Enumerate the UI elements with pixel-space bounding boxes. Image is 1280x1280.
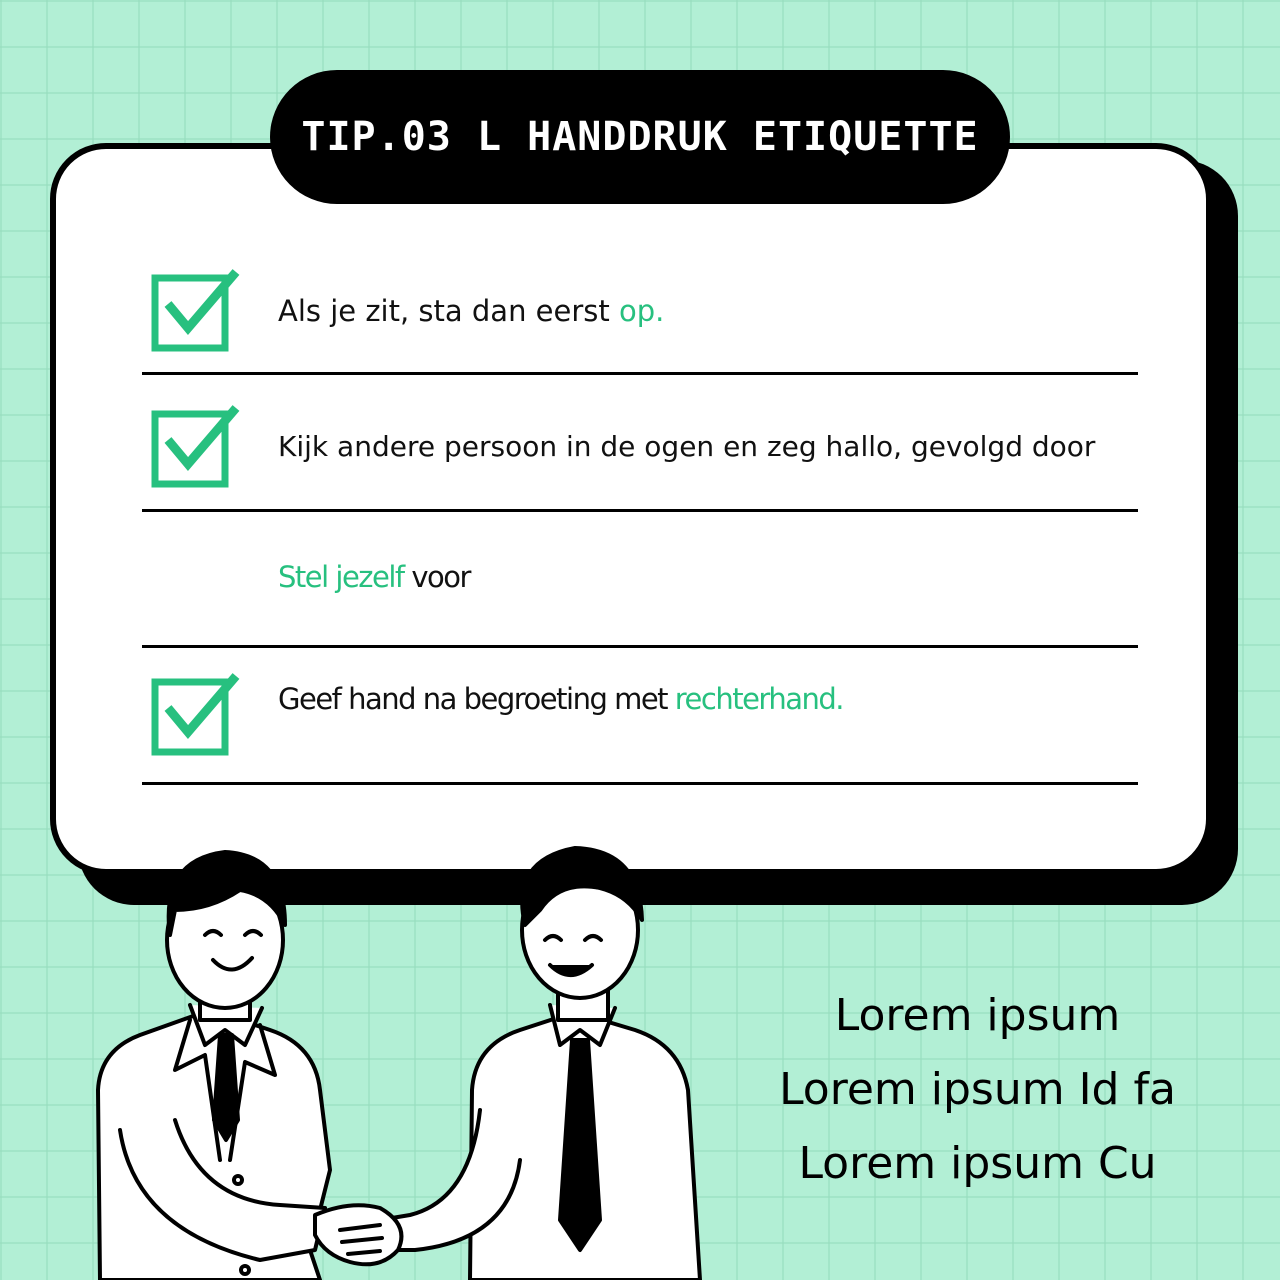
tip-3-text: voor: [403, 560, 470, 594]
tip-1: [278, 294, 664, 328]
side-line-2: Lorem ipsum Id fa: [779, 1064, 1176, 1115]
handshake-illustration: [80, 830, 760, 1280]
checkbox-checked-icon: [150, 670, 242, 756]
checkbox-checked-icon: [150, 402, 242, 488]
tip-4-highlight: rechterhand.: [674, 682, 843, 716]
tip-2-text: Kijk andere persoon in de ogen en zeg hallo, gevolgd door: [278, 430, 1096, 463]
tip-1-highlight: op.: [618, 294, 665, 328]
title-pill: [270, 70, 1010, 204]
side-line-1: Lorem ipsum: [834, 990, 1121, 1041]
tip-4: [278, 682, 843, 716]
tip-3: [278, 560, 470, 594]
divider: [142, 372, 1138, 375]
tip-1-text: Als je zit, sta dan eerst: [278, 294, 619, 328]
tip-3-highlight: Stel jezelf: [278, 560, 404, 594]
divider: [142, 509, 1138, 512]
tip-4-text: Geef hand na begroeting met: [278, 682, 675, 716]
divider: [142, 645, 1138, 648]
checkbox-checked-icon: [150, 266, 242, 352]
tip-2: [278, 430, 1095, 463]
handshake-hands: [315, 1205, 401, 1264]
side-line-3: Lorem ipsum Cu: [798, 1138, 1157, 1189]
page-title: TIP.03 L HANDDRUK ETIQUETTE: [301, 114, 979, 160]
divider: [142, 782, 1138, 785]
